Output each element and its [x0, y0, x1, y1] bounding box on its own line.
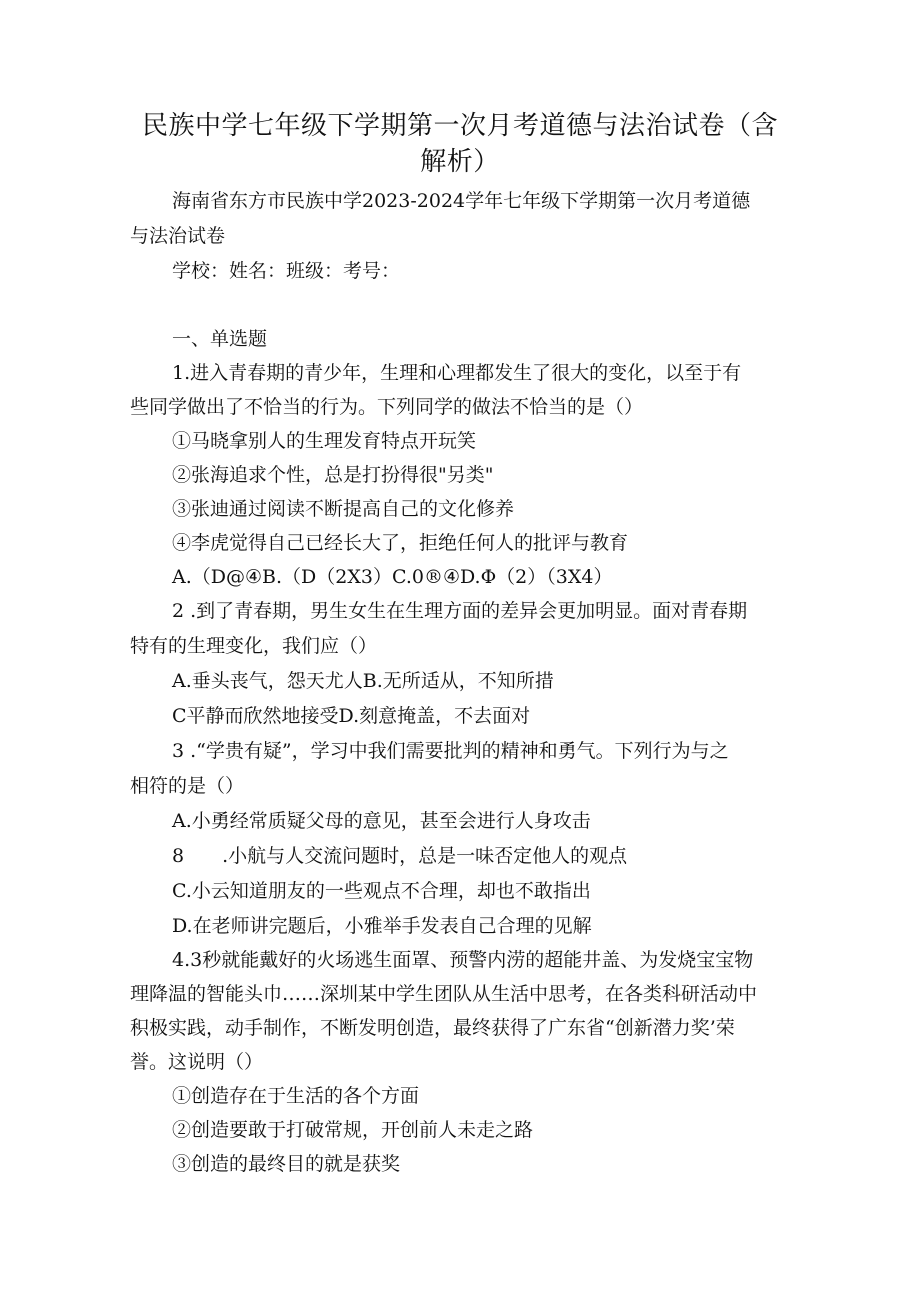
question-3-option-d: D.在老师讲完题后，小雅举手发表自己合理的见解	[172, 915, 592, 937]
question-4-stem-line-2: 理降温的智能头巾……深圳某中学生团队从生活中思考，在各类科研活动中	[130, 983, 758, 1005]
document-title-line-2: 解析）	[420, 147, 500, 177]
question-3-stem-line-2: 相符的是（）	[130, 775, 245, 797]
question-4-item-3: ③创造的最终目的就是获奖	[172, 1153, 401, 1175]
question-3-option-b: 8 .小航与人交流问题时，总是一味否定他人的观点	[172, 845, 628, 867]
question-3-option-a: A.小勇经常质疑父母的意见，甚至会进行人身攻击	[172, 810, 591, 832]
document-title-line-1: 民族中学七年级下学期第一次月考道德与法治试卷（含	[141, 111, 778, 141]
exam-subtitle-line-1: 海南省东方市民族中学2023-2024学年七年级下学期第一次月考道德	[172, 190, 751, 212]
question-1-item-4: ④李虎觉得自己已经长大了，拒绝任何人的批评与教育	[172, 532, 629, 554]
question-1-stem-line-2: 些同学做出了不恰当的行为。下列同学的做法不恰当的是（）	[130, 396, 644, 418]
question-4-item-1: ①创造存在于生活的各个方面	[172, 1085, 420, 1107]
question-1-options: A.（D@④B.（D（2X3）C.0®④D.Φ（2）（3X4）	[172, 566, 613, 588]
question-4-stem-line-3: 积极实践，动手制作，不断发明创造，最终获得了广东省“创新潜力奖’荣	[130, 1017, 735, 1039]
question-4-item-2: ②创造要敢于打破常规，开创前人未走之路	[172, 1119, 534, 1141]
section-heading: 一、单选题	[172, 328, 268, 350]
question-2-options-line-2: C平静而欣然地接受D.刻意掩盖，不去面对	[172, 705, 531, 727]
question-3-option-c: C.小云知道朋友的一些观点不合理，却也不敢指出	[172, 880, 591, 902]
question-2-options-line-1: A.垂头丧气，怨天尤人B.无所适从，不知所措	[172, 670, 554, 692]
question-3-stem-line-1: 3 .“学贵有疑”，学习中我们需要批判的精神和勇气。下列行为与之	[172, 740, 729, 762]
student-info-line: 学校：姓名：班级：考号：	[172, 260, 401, 282]
question-4-stem-line-1: 4.3秒就能戴好的火场逃生面罩、预警内涝的超能井盖、为发烧宝宝物	[172, 949, 754, 971]
question-1-item-1: ①马晓拿别人的生理发育特点开玩笑	[172, 430, 477, 452]
exam-subtitle-line-2: 与法治试卷	[130, 225, 226, 247]
question-2-stem-line-1: 2 .到了青春期，男生女生在生理方面的差异会更加明显。面对青春期	[172, 600, 748, 622]
question-1-item-3: ③张迪通过阅读不断提高自己的文化修养	[172, 498, 515, 520]
question-4-stem-line-4: 誉。这说明（）	[130, 1051, 264, 1073]
question-2-stem-line-2: 特有的生理变化，我们应（）	[130, 635, 378, 657]
question-1-item-2: ②张海追求个性，总是打扮得很"另类"	[172, 464, 494, 486]
question-1-stem-line-1: 1.进入青春期的青少年，生理和心理都发生了很大的变化，以至于有	[172, 362, 742, 384]
